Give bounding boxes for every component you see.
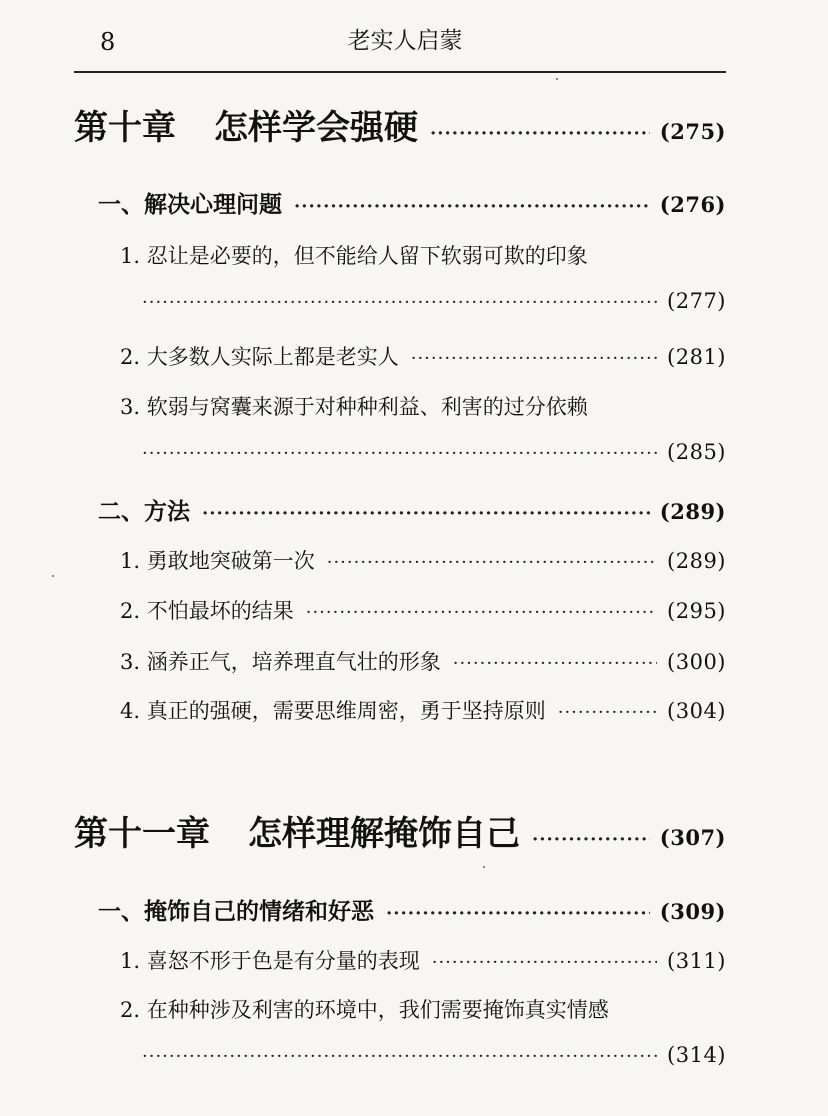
- page-ref: (275): [659, 119, 726, 144]
- toc-item-continuation: [142, 1043, 726, 1067]
- dot-leader: [202, 503, 650, 524]
- dot-leader: [142, 292, 657, 313]
- toc-section-1: [98, 893, 726, 926]
- header-rule: [74, 71, 726, 73]
- page-ref: (309): [659, 899, 726, 924]
- toc-item: [120, 545, 726, 575]
- toc-chapter-11: [74, 806, 726, 855]
- chapter-heading: [74, 806, 520, 855]
- toc-item: [120, 341, 726, 371]
- toc-section-2: [98, 493, 726, 526]
- item-title: 1. 喜怒不形于色是有分量的表现: [120, 949, 420, 973]
- page-ref: (277): [667, 289, 726, 313]
- dot-leader: [142, 443, 657, 464]
- chapter-title: 怎样理解掩饰自己: [248, 814, 520, 854]
- scan-speck: [556, 78, 558, 80]
- page-ref: (295): [667, 599, 726, 623]
- dot-leader: [532, 829, 650, 850]
- dot-leader: [306, 602, 657, 623]
- dot-leader: [432, 952, 657, 973]
- dot-leader: [453, 653, 657, 674]
- chapter-title: 怎样学会强硬: [214, 108, 418, 148]
- section-title: 二、方法: [98, 498, 190, 525]
- toc-item-title: 2. 在种种涉及利害的环境中，我们需要掩饰真实情感: [120, 998, 609, 1022]
- toc-chapter-10: [74, 100, 726, 149]
- toc-item: [120, 695, 726, 725]
- chapter-label: 第十章: [74, 108, 176, 148]
- scan-speck: [52, 575, 54, 577]
- chapter-label: 第十一章: [74, 814, 210, 854]
- page-ref: (300): [667, 650, 726, 674]
- dot-leader: [294, 196, 650, 217]
- page-ref: (281): [667, 345, 726, 369]
- dot-leader: [142, 1046, 657, 1067]
- toc-item: [120, 646, 726, 676]
- dot-leader: [558, 702, 657, 723]
- page-number: 8: [100, 28, 116, 56]
- item-title: 1. 勇敢地突破第一次: [120, 549, 315, 573]
- toc-item-title: 3. 软弱与窝囊来源于对种种利益、利害的过分依赖: [120, 395, 588, 419]
- item-title: 3. 涵养正气，培养理直气壮的形象: [120, 650, 441, 674]
- page-ref: (314): [667, 1043, 726, 1067]
- scan-speck: [483, 866, 485, 868]
- toc-item-title: 1. 忍让是必要的，但不能给人留下软弱可欺的印象: [120, 244, 588, 268]
- dot-leader: [411, 348, 657, 369]
- toc-item-continuation: [142, 440, 726, 464]
- toc-section-1: [98, 186, 726, 219]
- toc-item: [120, 595, 726, 625]
- page-ref: (285): [667, 440, 726, 464]
- item-title: 2. 大多数人实际上都是老实人: [120, 345, 399, 369]
- dot-leader: [327, 552, 657, 573]
- section-title: 一、掩饰自己的情绪和好恶: [98, 898, 374, 925]
- dot-leader: [386, 903, 650, 924]
- chapter-heading: [74, 100, 418, 149]
- page-ref: (289): [659, 499, 726, 524]
- section-title: 一、解决心理问题: [98, 191, 282, 218]
- page-ref: (276): [659, 192, 726, 217]
- toc-item-continuation: [142, 289, 726, 313]
- dot-leader: [430, 123, 650, 144]
- item-title: 2. 不怕最坏的结果: [120, 599, 294, 623]
- toc-item: [120, 945, 726, 975]
- page-ref: (307): [659, 825, 726, 850]
- page-ref: (304): [667, 699, 726, 723]
- running-title: 老实人启蒙: [347, 28, 463, 54]
- page-ref: (289): [667, 549, 726, 573]
- item-title: 4. 真正的强硬，需要思维周密，勇于坚持原则: [120, 699, 546, 723]
- page-ref: (311): [667, 949, 726, 973]
